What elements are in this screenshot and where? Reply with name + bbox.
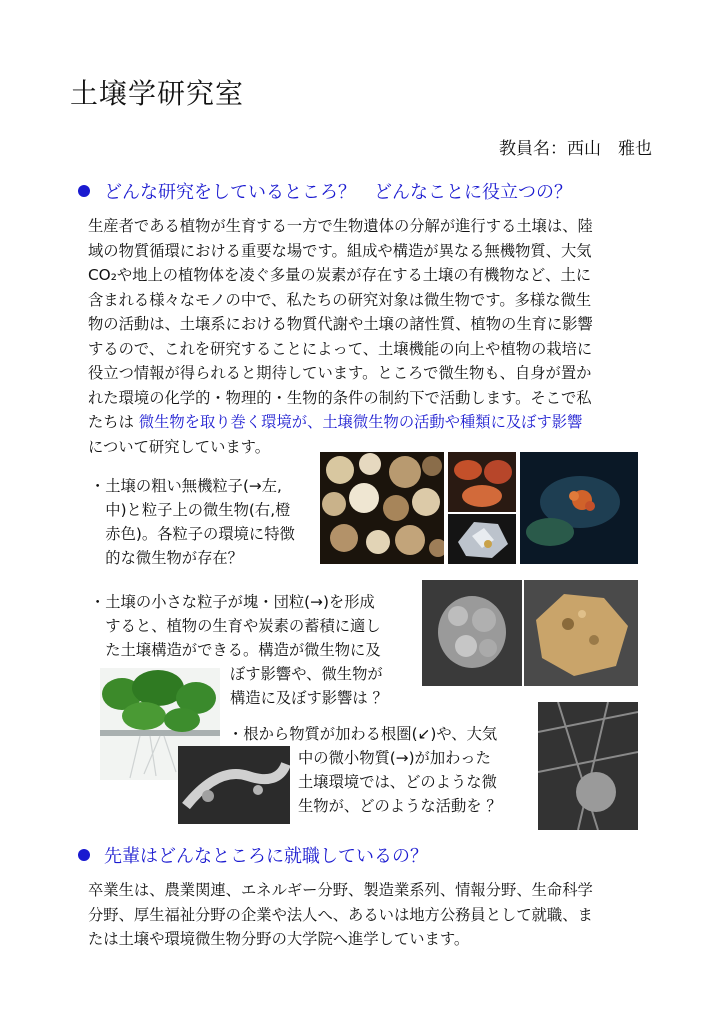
- bullet-line: ・土壌の小さな粒子が塊・団粒(→)を形成: [90, 593, 375, 611]
- paragraph-line: するので、これを研究することによって、土壌機能の向上や植物の栽培に: [88, 339, 593, 358]
- bullet-line: ・土壌の粗い無機粒子(→左,: [90, 477, 282, 495]
- section-heading-careers: [78, 842, 428, 868]
- paragraph-line: 生産者である植物が生育する一方で生物遺体の分解が進行する土壌は、陸: [88, 217, 593, 235]
- bullet-rhizosphere-cont: [298, 746, 538, 818]
- section-heading-research: [78, 178, 572, 204]
- section-heading-text: どんな研究をしているところ？ どんなことに役立つの？: [104, 182, 572, 203]
- paragraph-line: [88, 410, 662, 435]
- line-prefix: たちは: [88, 413, 139, 431]
- paragraph-line: 分野、厚生福祉分野の企業や法人へ、あるいは地方公務員として就職、ま: [88, 905, 593, 924]
- paragraph-line: 物の活動は、土壌系における物質代謝や土壌の諸性質、植物の生育に影響: [88, 315, 593, 333]
- bullet-line: 生物が、どのような活動を ？: [298, 797, 502, 815]
- paragraph-line: 域の物質循環における重要な場です。組成や構造が異なる無機物質、大気: [88, 241, 592, 260]
- bullet-line: 土壌環境では、どのような微: [298, 773, 497, 791]
- photo-microbes-sem: [538, 702, 638, 830]
- bullet-coarse-particles: [90, 474, 320, 570]
- paragraph-line: 卒業生は、農業関連、エネルギー分野、製造業系列、情報分野、生命科学: [88, 881, 593, 899]
- photo-orange-grains: [448, 452, 516, 512]
- bullet-line: ぼす影響や、微生物が: [230, 665, 383, 683]
- bullet-rhizosphere: [228, 722, 548, 746]
- bullet-line: ・根から物質が加わる根圏(↙)や、大気: [228, 725, 498, 743]
- research-theme-highlight: 微生物を取り巻く環境が、土壌微生物の活動や種類に及ぼす影響: [138, 413, 583, 431]
- bullet-line: 構造に及ぼす影響は ？: [230, 689, 388, 707]
- paragraph-line: 役立つ情報が得られると期待しています。ところで微生物も、自身が置か: [88, 364, 592, 382]
- bullet-line: 中)と粒子上の微生物(右,橙: [90, 501, 291, 519]
- careers-paragraph: [88, 878, 662, 952]
- bullet-line: 赤色)。各粒子の環境に特徴: [90, 525, 295, 543]
- paragraph-line: たは土壌や環境微生物分野の大学院へ進学しています。: [88, 930, 470, 948]
- bullet-aggregates-cont: [230, 662, 430, 710]
- photo-microbes-on-particle: [520, 452, 638, 564]
- photo-rhizosphere-sem: [178, 746, 290, 824]
- paragraph-line: れた環境の化学的・物理的・生物的条件の制約下で活動します。そこで私: [88, 388, 592, 407]
- research-paragraph: [88, 214, 662, 459]
- photo-aggregate-sem: [422, 580, 522, 686]
- paragraph-line: CO₂や地上の植物体を凌ぐ多量の炭素が存在する土壌の有機物など、土に: [88, 266, 592, 284]
- paragraph-line: 含まれる様々なモノの中で、私たちの研究対象は微生物です。多様な微生: [88, 290, 592, 309]
- bullet-line: 的な微生物が存在？: [90, 549, 243, 567]
- bullet-dot-icon: [78, 185, 90, 197]
- page-title: 土壌学研究室: [70, 77, 245, 110]
- bullet-aggregates: [90, 590, 420, 662]
- photo-sand-grains: [320, 452, 444, 564]
- photo-soil-aggregate: [524, 580, 638, 686]
- bullet-line: 中の微小物質(→)が加わった: [298, 749, 491, 767]
- section-heading-text: 先輩はどんなところに就職しているの？: [104, 846, 428, 867]
- paragraph-line: について研究しています。: [88, 437, 271, 456]
- photo-crystal-grain: [448, 514, 516, 564]
- teacher-name: 教員名：西山 雅也: [499, 139, 652, 159]
- bullet-line: すると、植物の生育や炭素の蓄積に適し: [90, 617, 381, 635]
- bullet-dot-icon: [78, 849, 90, 861]
- bullet-line: た土壌構造ができる。構造が微生物に及: [90, 641, 381, 659]
